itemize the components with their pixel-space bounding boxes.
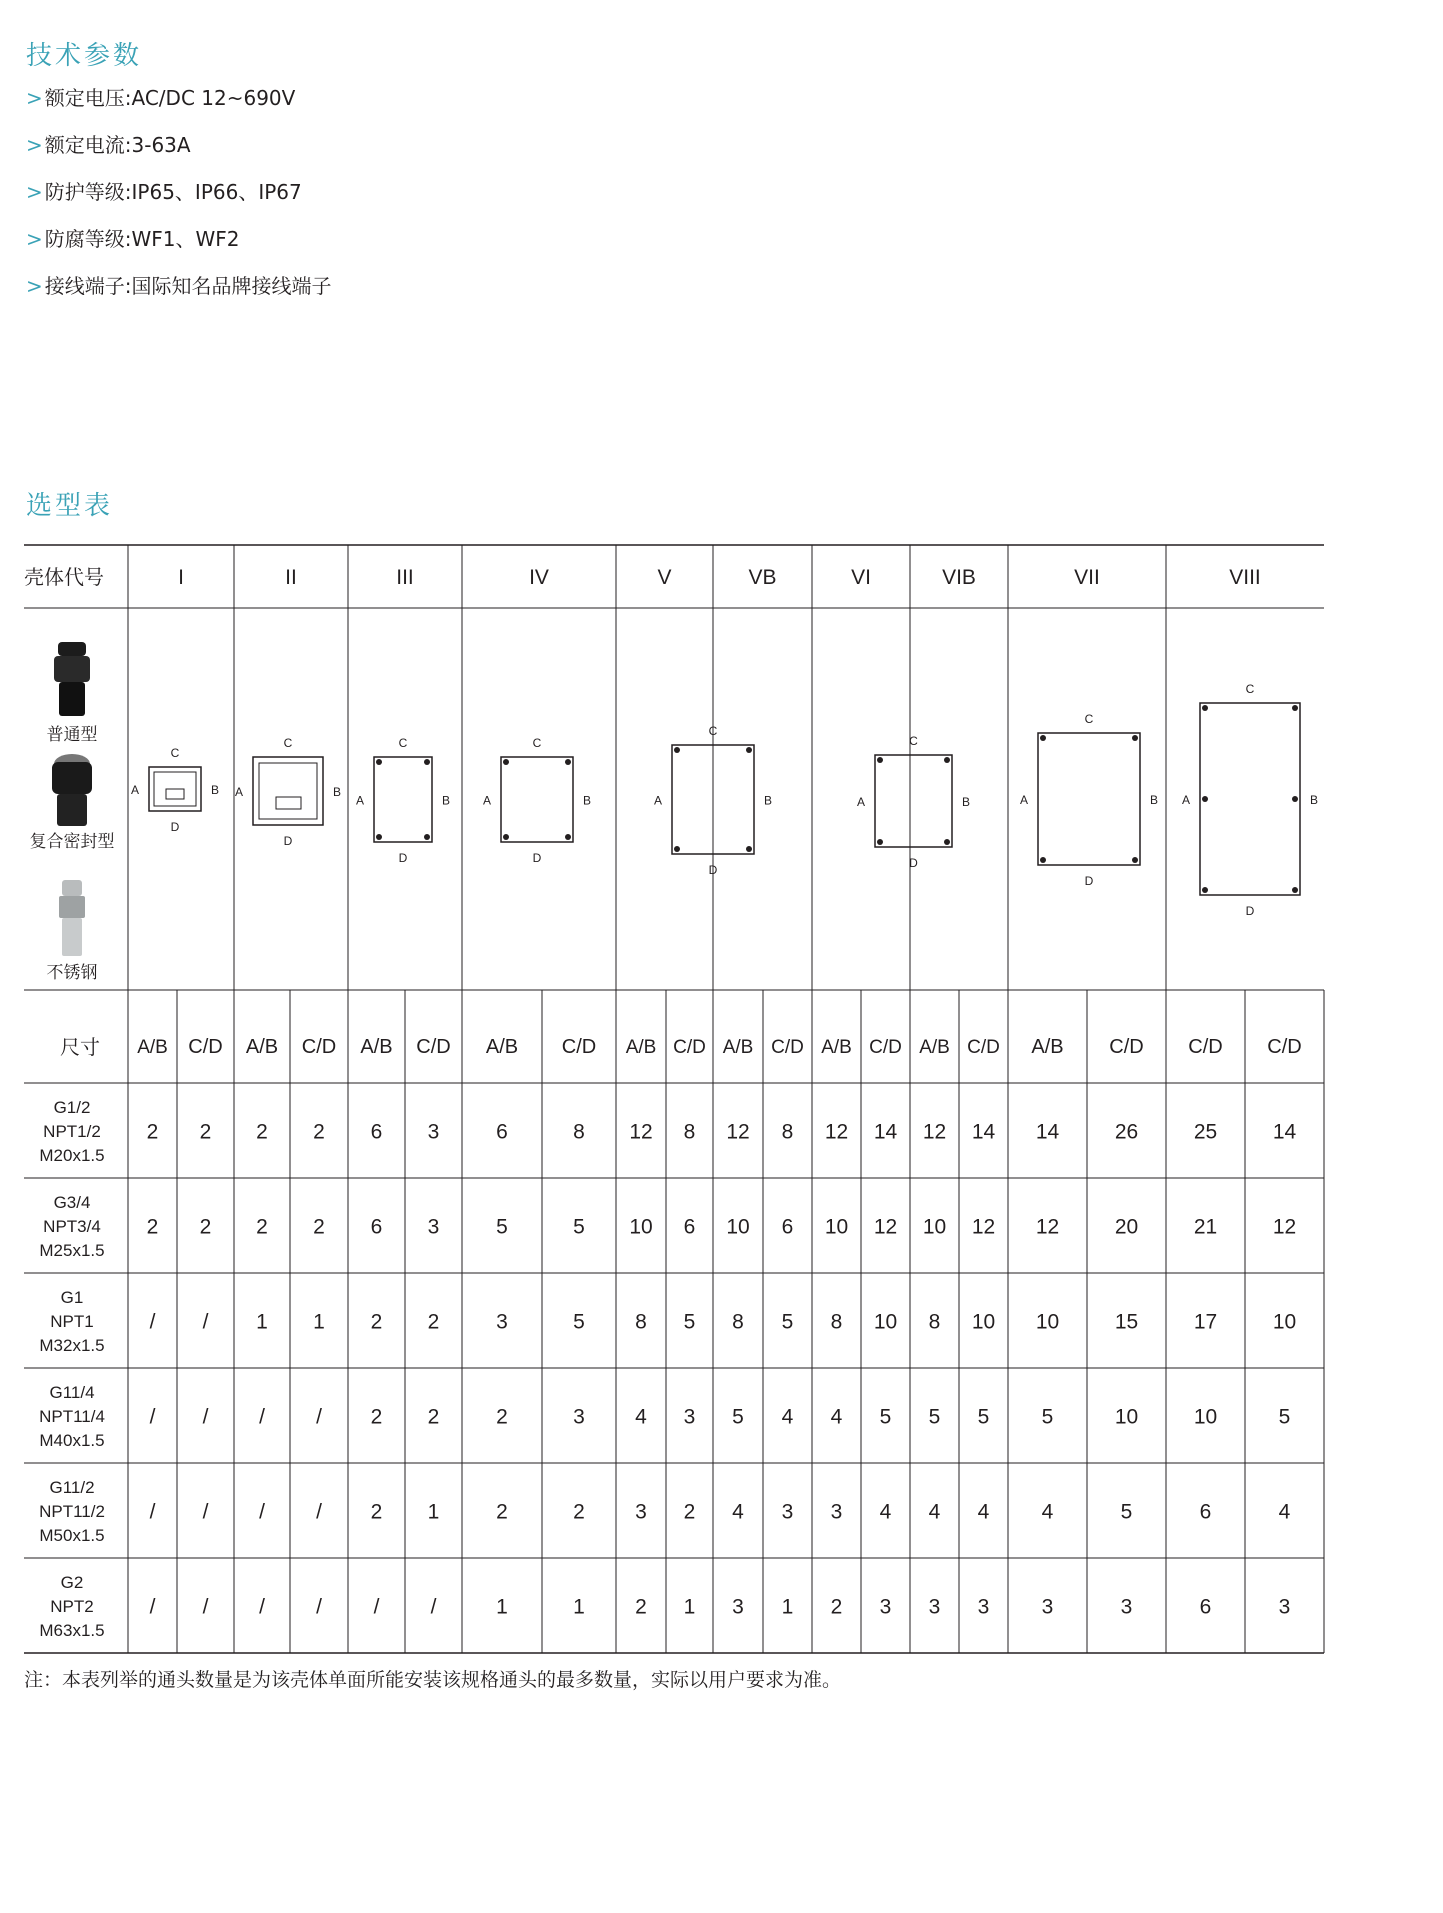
spec-value: WF1、WF2: [131, 227, 240, 251]
cell-value: 12: [971, 1215, 996, 1239]
gland-type-label: 复合密封型: [29, 832, 115, 851]
size-spec: G11/2: [49, 1478, 95, 1497]
cell-value: 3: [928, 1595, 941, 1619]
dim-label-a: A: [482, 793, 491, 808]
cell-value: 12: [1035, 1215, 1060, 1239]
cell-value: 1: [427, 1500, 440, 1524]
column-header: C/D: [416, 1036, 451, 1058]
cell-value: 3: [427, 1215, 440, 1239]
cell-value: 4: [830, 1405, 843, 1429]
dim-label-a: A: [856, 795, 865, 809]
cell-value: /: [149, 1595, 156, 1619]
mounting-hole-icon: [1202, 705, 1208, 711]
cell-value: 1: [313, 1310, 325, 1334]
gland-body: [52, 762, 92, 794]
cell-value: /: [259, 1500, 265, 1524]
size-spec: NPT3/4: [43, 1217, 101, 1236]
cell-value: 8: [830, 1310, 843, 1334]
size-label: 尺寸: [60, 1037, 100, 1059]
cell-value: /: [149, 1310, 156, 1334]
cell-value: /: [316, 1595, 322, 1619]
size-spec: M40x1.5: [39, 1431, 105, 1450]
shell-code-label: 壳体代号: [24, 567, 104, 589]
spec-label: 防腐等级:: [44, 227, 132, 251]
cell-value: 6: [496, 1120, 508, 1144]
size-spec: G11/4: [49, 1383, 95, 1402]
cell-value: 25: [1193, 1120, 1218, 1144]
cell-value: 4: [732, 1500, 744, 1524]
dim-label-c: C: [1245, 682, 1255, 696]
column-header: C/D: [301, 1036, 337, 1058]
cell-value: 3: [683, 1405, 696, 1429]
cell-value: 8: [928, 1310, 941, 1334]
dim-label-a: A: [653, 793, 662, 808]
cell-value: 14: [1035, 1120, 1060, 1144]
column-header: A/B: [722, 1037, 754, 1058]
column-header: A/B: [485, 1036, 519, 1058]
enclosure-outline: [253, 757, 323, 825]
dim-label-c: C: [170, 746, 180, 760]
cell-value: /: [430, 1595, 437, 1619]
dim-label-d: D: [532, 851, 542, 865]
cell-value: /: [259, 1595, 265, 1619]
cell-value: 2: [256, 1120, 268, 1144]
cell-value: 3: [1278, 1595, 1291, 1619]
mounting-hole-icon: [674, 747, 680, 753]
size-spec: M50x1.5: [39, 1526, 105, 1545]
cell-value: 10: [922, 1215, 947, 1239]
cell-value: 5: [496, 1215, 508, 1239]
cell-value: /: [202, 1405, 209, 1429]
cell-value: 5: [683, 1310, 696, 1334]
mounting-hole-icon: [1292, 705, 1298, 711]
gland-thread: [62, 918, 82, 956]
spec-label: 接线端子:: [44, 274, 132, 298]
cell-value: 14: [1272, 1120, 1297, 1144]
cell-value: 2: [313, 1215, 325, 1239]
cell-value: /: [149, 1500, 156, 1524]
mounting-hole-icon: [503, 834, 509, 840]
nameplate-icon: [276, 797, 301, 809]
cell-value: 1: [496, 1595, 508, 1619]
dim-label-a: A: [355, 793, 364, 808]
column-header: A/B: [137, 1037, 168, 1058]
shell-code-IV: IV: [529, 566, 549, 589]
gland-thread: [59, 682, 85, 716]
dim-label-b: B: [1150, 793, 1159, 807]
column-header: A/B: [360, 1036, 393, 1058]
cable-gland-plain-icon: [54, 642, 90, 716]
dim-label-a: A: [130, 783, 139, 797]
cell-value: 4: [635, 1405, 647, 1429]
cell-value: 6: [1199, 1595, 1212, 1619]
cell-value: 2: [146, 1120, 159, 1144]
dim-label-d: D: [708, 863, 718, 877]
cell-value: 2: [830, 1595, 843, 1619]
cell-value: 3: [427, 1120, 440, 1144]
cell-value: 2: [370, 1310, 383, 1334]
cell-value: 3: [830, 1500, 843, 1524]
cell-value: 12: [922, 1120, 947, 1144]
size-spec: NPT1: [50, 1312, 94, 1331]
size-spec: M20x1.5: [39, 1146, 105, 1165]
cell-value: 2: [370, 1405, 383, 1429]
cell-value: 8: [573, 1120, 585, 1144]
dim-label-b: B: [211, 783, 220, 797]
cable-gland-seal-icon: [52, 754, 92, 826]
column-header: C/D: [869, 1037, 902, 1058]
enclosure-VII-diagram: [1038, 733, 1140, 865]
cell-value: 6: [370, 1215, 383, 1239]
cell-value: 12: [726, 1120, 750, 1144]
cell-value: 14: [873, 1120, 898, 1144]
cell-value: /: [316, 1500, 322, 1524]
cell-value: 5: [879, 1405, 892, 1429]
chevron-right-icon: >: [26, 274, 43, 298]
cell-value: 10: [873, 1310, 898, 1334]
spec-value: IP65、IP66、IP67: [131, 180, 302, 204]
mounting-hole-icon: [877, 757, 883, 763]
cell-value: 5: [781, 1310, 794, 1334]
dim-label-b: B: [442, 793, 451, 808]
cell-value: 4: [1278, 1500, 1291, 1524]
gland-type-label: 普通型: [46, 725, 98, 744]
mounting-hole-icons: [1040, 735, 1138, 863]
chevron-right-icon: >: [26, 180, 43, 204]
cell-value: 3: [781, 1500, 794, 1524]
mounting-hole-icon: [424, 834, 430, 840]
size-spec: NPT11/2: [39, 1502, 105, 1521]
enclosure-inner: [259, 763, 317, 819]
spec-value: 3-63A: [131, 133, 191, 157]
cell-value: 1: [573, 1595, 585, 1619]
cell-value: 12: [873, 1215, 898, 1239]
cell-value: 20: [1114, 1215, 1139, 1239]
cell-value: 12: [629, 1120, 653, 1144]
cell-value: 10: [824, 1215, 849, 1239]
cell-value: 8: [635, 1310, 647, 1334]
cell-value: /: [202, 1595, 209, 1619]
cell-value: 1: [256, 1310, 268, 1334]
mounting-hole-icon: [376, 834, 382, 840]
dim-label-c: C: [532, 736, 542, 750]
mounting-hole-icon: [376, 759, 382, 765]
shell-code-III: III: [396, 566, 414, 589]
cell-value: 8: [683, 1120, 696, 1144]
chevron-right-icon: >: [26, 133, 43, 157]
cell-value: 4: [781, 1405, 794, 1429]
column-header: C/D: [561, 1036, 597, 1058]
cell-value: 5: [1041, 1405, 1054, 1429]
cell-value: 2: [427, 1310, 440, 1334]
enclosure-outline: [875, 755, 952, 847]
spec-value: 国际知名品牌接线端子: [131, 274, 332, 298]
column-header: C/D: [188, 1036, 223, 1058]
cell-value: 3: [1041, 1595, 1054, 1619]
mounting-hole-icon: [565, 759, 571, 765]
cell-value: 6: [683, 1215, 696, 1239]
dim-label-b: B: [764, 793, 773, 808]
mounting-hole-icon: [877, 839, 883, 845]
size-spec: M25x1.5: [39, 1241, 105, 1260]
dim-label-b: B: [1310, 793, 1319, 807]
gland-cap: [62, 880, 82, 896]
shell-code-VII: VII: [1074, 566, 1100, 589]
size-spec: NPT2: [50, 1597, 94, 1616]
cell-value: 12: [1272, 1215, 1297, 1239]
cell-value: 2: [427, 1405, 440, 1429]
cell-value: 2: [573, 1500, 585, 1524]
cell-value: 8: [781, 1120, 794, 1144]
cable-gland-steel-icon: [59, 880, 85, 956]
column-header: A/B: [1031, 1036, 1064, 1058]
spec-value: AC/DC 12~690V: [131, 86, 296, 110]
cell-value: 5: [977, 1405, 990, 1429]
cell-value: 4: [879, 1500, 892, 1524]
cell-value: 8: [732, 1310, 744, 1334]
cell-value: 5: [573, 1215, 585, 1239]
specs-title: 技术参数: [26, 41, 143, 71]
size-spec: G1: [60, 1288, 84, 1307]
mounting-hole-icon: [503, 759, 509, 765]
cell-value: /: [202, 1500, 209, 1524]
cell-value: /: [373, 1595, 380, 1619]
mounting-hole-icons: [503, 759, 571, 840]
column-header: C/D: [1188, 1036, 1223, 1058]
mounting-hole-icon: [1040, 857, 1046, 863]
mounting-hole-icon: [1292, 796, 1298, 802]
cell-value: 3: [635, 1500, 647, 1524]
size-spec: G1/2: [53, 1098, 91, 1117]
gland-body: [59, 896, 85, 918]
cell-value: 2: [496, 1500, 508, 1524]
shell-code-I: I: [178, 566, 184, 589]
cell-value: 4: [977, 1500, 990, 1524]
column-header: A/B: [625, 1037, 657, 1058]
cell-value: 5: [1120, 1500, 1133, 1524]
dim-label-d: D: [170, 820, 180, 834]
enclosure-VI-diagram: [875, 755, 952, 847]
mounting-hole-icons: [877, 757, 950, 845]
size-spec: NPT11/4: [39, 1407, 105, 1426]
mounting-hole-icon: [674, 846, 680, 852]
cell-value: 4: [928, 1500, 941, 1524]
cell-value: 3: [879, 1595, 892, 1619]
selection-title: 选型表: [26, 491, 114, 521]
shell-code-VIB: VIB: [942, 566, 976, 589]
enclosure-IV-diagram: [501, 757, 573, 842]
size-spec: G3/4: [53, 1193, 91, 1212]
shell-code-II: II: [285, 566, 297, 589]
spec-label: 防护等级:: [44, 180, 132, 204]
cell-value: 2: [683, 1500, 696, 1524]
cell-value: 12: [824, 1120, 849, 1144]
gland-cap: [58, 642, 86, 656]
cell-value: 5: [1278, 1405, 1291, 1429]
cell-value: 10: [971, 1310, 996, 1334]
mounting-hole-icons: [376, 759, 430, 840]
enclosure-III-diagram: [374, 757, 432, 842]
gland-type-label: 不锈钢: [46, 963, 98, 982]
cell-value: 10: [1035, 1310, 1060, 1334]
enclosure-outline: [1200, 703, 1300, 895]
mounting-hole-icon: [1292, 887, 1298, 893]
cell-value: 2: [313, 1120, 325, 1144]
shell-code-VIII: VIII: [1229, 566, 1261, 589]
cell-value: 10: [726, 1215, 750, 1239]
column-header: C/D: [967, 1037, 1000, 1058]
spec-label: 额定电压:: [44, 86, 132, 110]
cell-value: /: [259, 1405, 265, 1429]
dim-label-b: B: [583, 793, 592, 808]
size-spec: G2: [60, 1573, 84, 1592]
enclosure-outline: [1038, 733, 1140, 865]
column-header: C/D: [673, 1037, 706, 1058]
cell-value: 2: [199, 1120, 212, 1144]
cell-value: 3: [496, 1310, 508, 1334]
cell-value: /: [149, 1405, 156, 1429]
cell-value: 2: [146, 1215, 159, 1239]
shell-code-VB: VB: [748, 566, 777, 589]
cell-value: 2: [635, 1595, 647, 1619]
table-note: 注：本表列举的通头数量是为该壳体单面所能安装该规格通头的最多数量，实际以用户要求为准。: [24, 1669, 842, 1691]
cell-value: 1: [781, 1595, 794, 1619]
dim-label-a: A: [234, 785, 243, 799]
cell-value: 5: [928, 1405, 941, 1429]
cell-value: 3: [977, 1595, 990, 1619]
dim-label-c: C: [283, 736, 293, 750]
cell-value: 5: [732, 1405, 744, 1429]
cell-value: 10: [1272, 1310, 1297, 1334]
size-spec: NPT1/2: [43, 1122, 101, 1141]
column-header: C/D: [771, 1037, 804, 1058]
dim-label-b: B: [962, 795, 971, 809]
column-header: A/B: [821, 1037, 852, 1058]
cell-value: 2: [199, 1215, 212, 1239]
cell-value: 1: [683, 1595, 696, 1619]
mounting-hole-icon: [944, 839, 950, 845]
cell-value: 2: [256, 1215, 268, 1239]
cell-value: /: [202, 1310, 209, 1334]
size-spec: M32x1.5: [39, 1336, 105, 1355]
size-spec: M63x1.5: [39, 1621, 105, 1640]
cell-value: 26: [1114, 1120, 1139, 1144]
cell-value: 14: [971, 1120, 996, 1144]
mounting-hole-icon: [424, 759, 430, 765]
cell-value: 17: [1193, 1310, 1218, 1334]
mounting-hole-icon: [746, 747, 752, 753]
column-header: C/D: [1109, 1036, 1144, 1058]
cell-value: 21: [1193, 1215, 1218, 1239]
dim-label-a: A: [1019, 793, 1028, 807]
column-header: A/B: [919, 1037, 950, 1058]
cell-value: 5: [573, 1310, 585, 1334]
mounting-hole-icon: [1202, 887, 1208, 893]
mounting-hole-icon: [1132, 857, 1138, 863]
dim-label-c: C: [909, 734, 918, 748]
cell-value: 6: [1199, 1500, 1212, 1524]
cell-value: 2: [370, 1500, 383, 1524]
enclosure-VIII-diagram: [1200, 703, 1300, 895]
shell-code-V: V: [657, 566, 672, 589]
mounting-hole-icon: [746, 846, 752, 852]
column-header: A/B: [245, 1036, 279, 1058]
cell-value: 10: [1193, 1405, 1218, 1429]
gland-body: [54, 656, 90, 682]
nameplate-icon: [166, 789, 184, 799]
cell-value: 3: [732, 1595, 744, 1619]
cell-value: 2: [496, 1405, 508, 1429]
dim-label-c: C: [708, 724, 718, 738]
enclosure-outline: [374, 757, 432, 842]
dim-label-d: D: [398, 851, 408, 865]
mounting-hole-icon: [565, 834, 571, 840]
chevron-right-icon: >: [26, 227, 43, 251]
mounting-hole-icon: [944, 757, 950, 763]
cell-value: 15: [1114, 1310, 1139, 1334]
spec-label: 额定电流:: [44, 133, 132, 157]
cell-value: /: [316, 1405, 322, 1429]
dim-label-a: A: [1181, 793, 1190, 807]
dim-label-d: D: [909, 856, 918, 870]
cell-value: 10: [629, 1215, 653, 1239]
cell-value: 6: [781, 1215, 794, 1239]
mounting-hole-icons: [1202, 705, 1298, 893]
dim-label-d: D: [1084, 874, 1094, 888]
gland-thread: [57, 794, 87, 826]
enclosure-II-diagram: [253, 757, 323, 825]
dim-label-c: C: [398, 736, 408, 750]
dim-label-d: D: [283, 834, 293, 848]
mounting-hole-icon: [1040, 735, 1046, 741]
enclosure-outline: [501, 757, 573, 842]
dim-label-b: B: [333, 785, 342, 799]
mounting-hole-icon: [1202, 796, 1208, 802]
column-header: C/D: [1267, 1036, 1302, 1058]
cell-value: 3: [1120, 1595, 1133, 1619]
chevron-right-icon: >: [26, 86, 43, 110]
cell-value: 4: [1041, 1500, 1054, 1524]
cell-value: 6: [370, 1120, 383, 1144]
mounting-hole-icon: [1132, 735, 1138, 741]
cell-value: 3: [573, 1405, 585, 1429]
shell-code-VI: VI: [851, 566, 871, 589]
cell-value: 10: [1114, 1405, 1139, 1429]
dim-label-d: D: [1245, 904, 1255, 918]
dim-label-c: C: [1084, 712, 1094, 726]
